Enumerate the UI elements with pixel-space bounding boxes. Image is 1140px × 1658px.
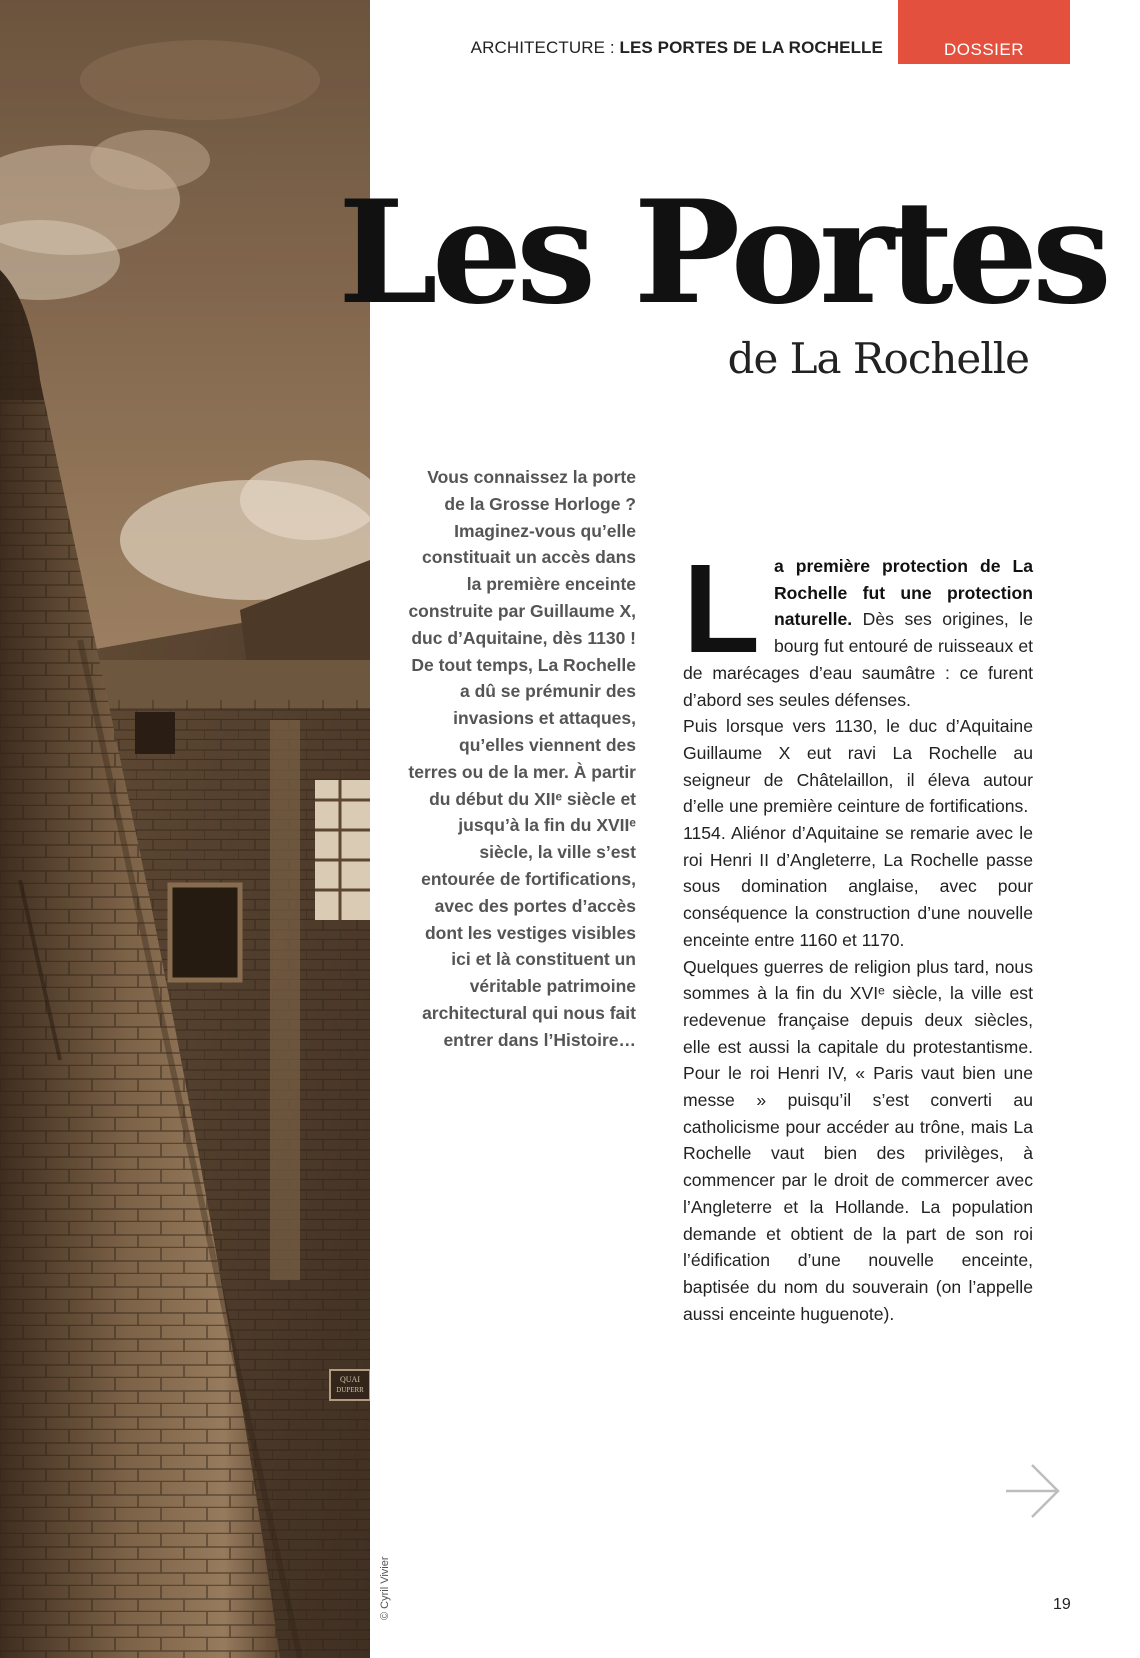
body-paragraph-1-rest: Dès ses origines, le bourg fut entouré de ruisseaux et de marécages d’eau saumâtre : ce furent d’abord ses seules défenses. — [683, 609, 1033, 710]
lead-text: a première protection de La Rochelle fut une protection naturelle. — [773, 556, 1033, 630]
section-tab — [898, 0, 1070, 64]
section-rubric — [471, 38, 883, 58]
street-sign-text: QUAI — [340, 1375, 360, 1384]
article-body — [683, 538, 1033, 1327]
page-title: Les Portes — [338, 170, 1106, 336]
svg-text:DUPERR: DUPERR — [336, 1386, 364, 1394]
body-paragraph-2: Puis lorsque vers 1130, le duc d’Aquitaine Guillaume X eut ravi La Rochelle au seigneur de Châtelaillon, il éleva autour d’elle une première ceinture de fortifications. — [683, 716, 1033, 817]
body-paragraph-3: 1154. Aliénor d’Aquitaine se remarie avec le roi Henri II d’Angleterre, La Rochelle passe sous domination anglaise, avec pour conséquence la construction d’une nouvelle enceinte entre 1160 et 1170. — [683, 823, 1033, 950]
cover-photo — [0, 0, 370, 1658]
body-paragraph-4: Quelques guerres de religion plus tard, nous sommes à la fin du XVIᵉ siècle, la ville est redevenue française depuis deux siècles, elle est aussi la capitale du protestantisme. Pour le roi Henri IV, « Paris vaut bien une messe » puisqu’il s’est converti au catholicisme pour accéder au trône, mais La Rochelle vaut bien des privilèges, à commencer par le droit de commercer avec l’Angleterre et la Hollande. La population demande et obtient de la part de son roi l’édification d’une nouvelle enceinte, baptisée du nom du souverain (on l’appelle aussi enceinte huguenote). — [683, 956, 1033, 1324]
rubric-title: LES PORTES DE LA ROCHELLE — [619, 38, 883, 57]
page-subtitle: de La Rochelle — [727, 334, 1029, 383]
section-tab-label: DOSSIER — [943, 40, 1025, 59]
drop-cap: L — [683, 538, 760, 679]
page-number: 19 — [1053, 1596, 1071, 1613]
body-paragraph-1 — [683, 538, 1033, 713]
castle-photo-illustration — [0, 0, 370, 1658]
rubric-category: ARCHITECTURE : — [470, 38, 620, 57]
next-page-arrow-icon[interactable] — [1004, 1462, 1062, 1525]
intro-paragraph: Vous connaissez la porte de la Grosse Horloge ? Imaginez-vous qu’elle constituait un accès dans la première enceinte construite par Guillaume X, duc d’Aquitaine, dès 1130 ! De tout temps, La Rochelle a dû se prémunir des invasions et attaques, qu’elles viennent des terres ou de la mer. À partir du début du XIIᵉ siècle et jusqu’à la fin du XVIIᵉ siècle, la ville s’est entourée de fortifications, avec des portes d’accès dont les vestiges visibles ici et là constituent un véritable patrimoine architectural qui nous fait entrer dans l’Histoire… — [408, 467, 636, 1050]
photo-credit: © Cyril Vivier — [379, 1556, 391, 1620]
